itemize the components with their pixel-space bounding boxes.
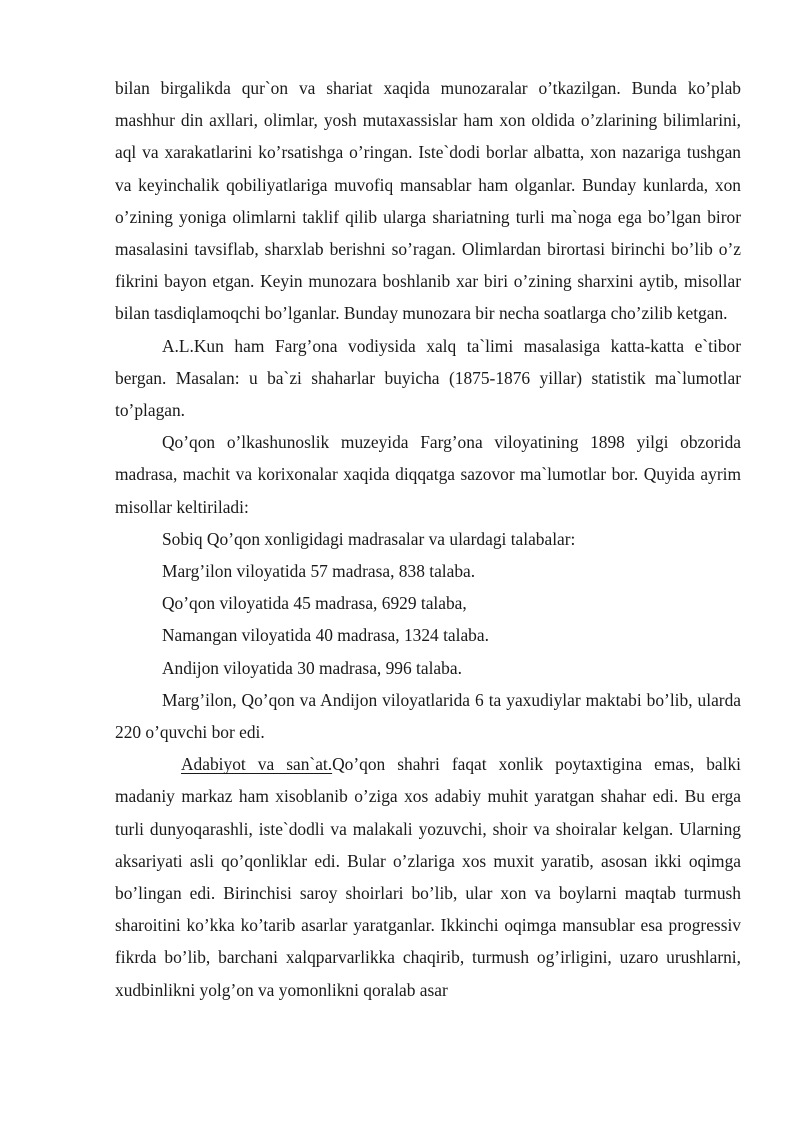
section-heading-literature: Adabiyot va san`at. [181,754,333,775]
list-item-andijon: Andijon viloyatida 30 madrasa, 996 talaba. [162,657,462,678]
paragraph-literature [115,748,741,1006]
paragraph-kun: A.L.Kun ham Farg’ona vodiysida xalq ta`limi masalasiga katta-katta e`tibor bergan. Masalan: u ba`zi shaharlar buyicha (1875-1876 yillar) statistik ma`lumotlar to’plagan. [115,335,741,421]
paragraph-museum: Qo’qon o’lkashunoslik muzeyida Farg’ona viloyatining 1898 yilgi obzorida madrasa, machit va korixonalar xaqida diqqatga sazovor ma`lumotlar bor. Quyida ayrim misollar keltiriladi: [115,432,741,517]
document-page [115,72,741,1006]
list-item-qoqon: Qo’qon viloyatida 45 madrasa, 6929 talaba, [162,593,467,614]
list-item-margilon: Marg’ilon viloyatida 57 madrasa, 838 talaba. [162,561,476,582]
list-item-namangan: Namangan viloyatida 40 madrasa, 1324 talaba. [162,625,489,646]
paragraph-literature-body: Qo’qon shahri faqat xonlik poytaxtigina emas, balki madaniy markaz ham xisoblanib o’ziga xos adabiy muhit yaratgan shahar edi. Bu erga turli dunyoqarashli, iste`dodli va malakali yozuvchi, shoir va shoiralar kelgan. Ularning aksariyati asli qo’qonliklar edi. Bular o’zlariga xos muxit yaratib, asosan ikki oqimga bo’lingan edi. Birinchisi saroy shoirlari bo’lib, ular xon va boylarni maqtab turmush sharoitini ko’kka ko’tarib asarlar yaratganlar. Ikkinchi oqimga mansublar esa progressiv fikrda bo’lib, barchani xalqparvarlikka chaqirib, turmush og’irligini, uzaro urushlarni, xudbinlikni yolg’on va yomonlikni qoralab asar [115,754,741,1000]
paragraph-jewish-schools: Marg’ilon, Qo’qon va Andijon viloyatlarida 6 ta yaxudiylar maktabi bo’lib, ularda 220 o’quvchi bor edi. [115,689,741,743]
list-intro: Sobiq Qo’qon xonligidagi madrasalar va ulardagi talabalar: [162,528,576,549]
paragraph-debates: bilan birgalikda qur`on va shariat xaqida munozaralar o’tkazilgan. Bunda ko’plab mashhur din axllari, olimlar, yosh mutaxassislar ham xon oldida o’zlarining bilimlarini, aql va xarakatlarini ko’rsatishga o’ringan. Iste`dodi borlar albatta, xon nazariga tushgan va keyinchalik qobiliyatlariga muvofiq mansablar ham olganlar. Bunday kunlarda, xon o’zining yoniga olimlarni taklif qilib ularga shariatning turli ma`noga ega bo’lgan biror masalasini tavsiflab, sharxlab berishni so’ragan. Olimlardan birortasi birinchi bo’lib o’z fikrini bayon etgan. Keyin munozara boshlanib xar biri o’zining sharxini aytib, misollar bilan tasdiqlamoqchi bo’lganlar. Bunday munozara bir necha soatlarga cho’zilib ketgan. [115,78,741,324]
